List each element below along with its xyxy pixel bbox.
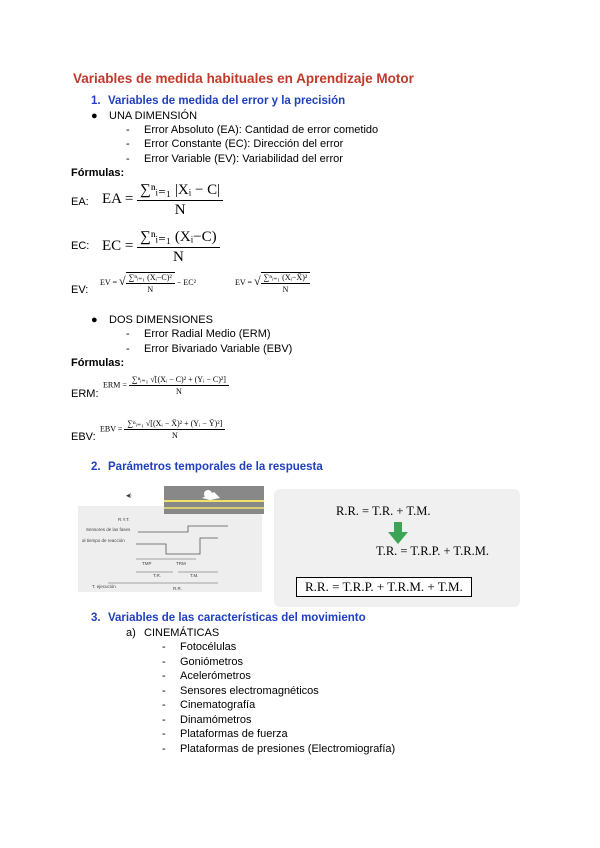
ev-formula-2: EV = √ $\frac{\text{∑ⁿᵢ₌₁ (Xᵢ−X̄)²}}{N}$ [235, 272, 310, 294]
erm-formula: ERM = $\frac{\text{∑ⁿᵢ₌₁ √[(Xᵢ − C)² + (Yᵢ − C)²]}}{N}$ [103, 375, 229, 396]
ec-numerator: ∑ⁿᵢ₌₁ (Xᵢ−C) [137, 227, 220, 248]
one-dimension-bullet [91, 110, 197, 122]
ea-numerator: ∑ⁿᵢ₌₁ |Xᵢ − C| [137, 180, 223, 201]
ebv-formula: EBV = $\frac{\text{∑ⁿᵢ₌₁ √[(Xᵢ − X̄)² + (Yᵢ − Ȳ)²]}}{N}$ [100, 419, 225, 440]
erm-label: ERM: [71, 388, 99, 400]
list-item: - Plataformas de fuerza [162, 728, 288, 740]
diagram-label-sensor1: Sensores de las fases [86, 527, 131, 532]
diagram-label-tmp: TMP [142, 561, 152, 566]
ea-formula: EA = $\frac{\text{∑ⁿᵢ₌₁ |Xᵢ − C|}}{N}$ [102, 180, 223, 219]
diagram-label-tr: T.R. [153, 573, 162, 578]
list-item: - Cinematografía [162, 699, 256, 711]
section-1-number: 1. [91, 95, 101, 107]
section-2-title: Parámetros temporales de la respuesta [108, 461, 323, 473]
ea-label: EA: [71, 196, 89, 208]
section-3-title: Variables de las características del movimiento [108, 612, 366, 624]
list-item: - Error Variable (EV): Variabilidad del error [126, 153, 343, 165]
equation-tr: T.R. = T.R.P. + T.R.M. [376, 544, 489, 558]
section-3-number: 3. [91, 612, 101, 624]
two-dimensions-bullet [91, 314, 213, 326]
equation-rr: R.R. = T.R. + T.M. [336, 504, 431, 518]
two-dimensions-label: DOS DIMENSIONES [109, 314, 213, 326]
page-title: Variables de medida habituales en Aprendizaje Motor [73, 71, 414, 86]
list-item: - Error Bivariado Variable (EBV) [126, 343, 293, 355]
list-item: - Error Radial Medio (ERM) [126, 328, 271, 340]
section-3-heading [91, 612, 366, 624]
ec-denominator: N [172, 249, 184, 265]
diagram-label-tm: T.M. [190, 573, 199, 578]
list-item: - Error Constante (EC): Dirección del error [126, 138, 344, 150]
ev-label: EV: [71, 284, 89, 296]
list-item: - Plataformas de presiones (Electromiografía) [162, 743, 396, 755]
ev-formula-1: EV = √ $\frac{\text{∑ⁿᵢ₌₁ (Xᵢ−C)²}}{N}$ − EC² [100, 273, 196, 294]
kinematics-title: CINEMÁTICAS [144, 627, 220, 639]
ebv-numerator: ∑ⁿᵢ₌₁ √[(Xᵢ − X̄)² + (Yᵢ − Ȳ)²] [124, 419, 225, 430]
diagram-label-trm: TRM [176, 561, 186, 566]
equation-panel [274, 489, 520, 607]
sub-letter: a) [126, 627, 136, 639]
ec-label: EC: [71, 240, 90, 252]
one-dimension-label: UNA DIMENSIÓN [109, 110, 198, 122]
bullet-icon: ● [91, 110, 98, 122]
list-item: - Sensores electromagnéticos [162, 685, 319, 697]
formulas-label: Fórmulas: [71, 167, 125, 179]
erm-denominator: N [176, 387, 182, 396]
down-arrow-icon [388, 522, 408, 544]
list-item: - Goniómetros [162, 656, 243, 668]
list-item: - Dinamómetros [162, 714, 252, 726]
section-1-title: Variables de medida del error y la precisión [108, 95, 346, 107]
diagram-label-start: T. ejecución [92, 584, 116, 589]
bullet-icon: ● [91, 314, 98, 326]
list-item: - Acelerómetros [162, 670, 251, 682]
ea-denominator: N [174, 202, 186, 218]
kinematics-subheading [126, 627, 219, 639]
ec-formula: EC = $\frac{\text{∑ⁿᵢ₌₁ (Xᵢ−C)}}{N}$ [102, 227, 220, 266]
section-2-heading [91, 461, 323, 473]
section-1-heading [91, 95, 345, 107]
speaker-icon: ◀) [126, 493, 132, 499]
timing-diagram [78, 484, 264, 594]
list-item: - Fotocélulas [162, 641, 237, 653]
erm-numerator: ∑ⁿᵢ₌₁ √[(Xᵢ − C)² + (Yᵢ − C)²] [129, 375, 229, 386]
list-item: - Error Absoluto (EA): Cantidad de error cometido [126, 124, 379, 136]
diagram-background [78, 506, 262, 592]
ebv-denominator: N [171, 431, 178, 440]
formulas-label-2: Fórmulas: [71, 357, 125, 369]
diagram-label-ryt: R.Y.T. [118, 517, 130, 522]
equation-rr-total: R.R. = T.R.P. + T.R.M. + T.M. [296, 577, 472, 597]
section-2-number: 2. [91, 461, 101, 473]
diagram-label-rr: R.R. [173, 586, 182, 591]
diagram-label-sensor2: al tiempo de reacción [82, 538, 125, 543]
ebv-label: EBV: [71, 431, 96, 443]
